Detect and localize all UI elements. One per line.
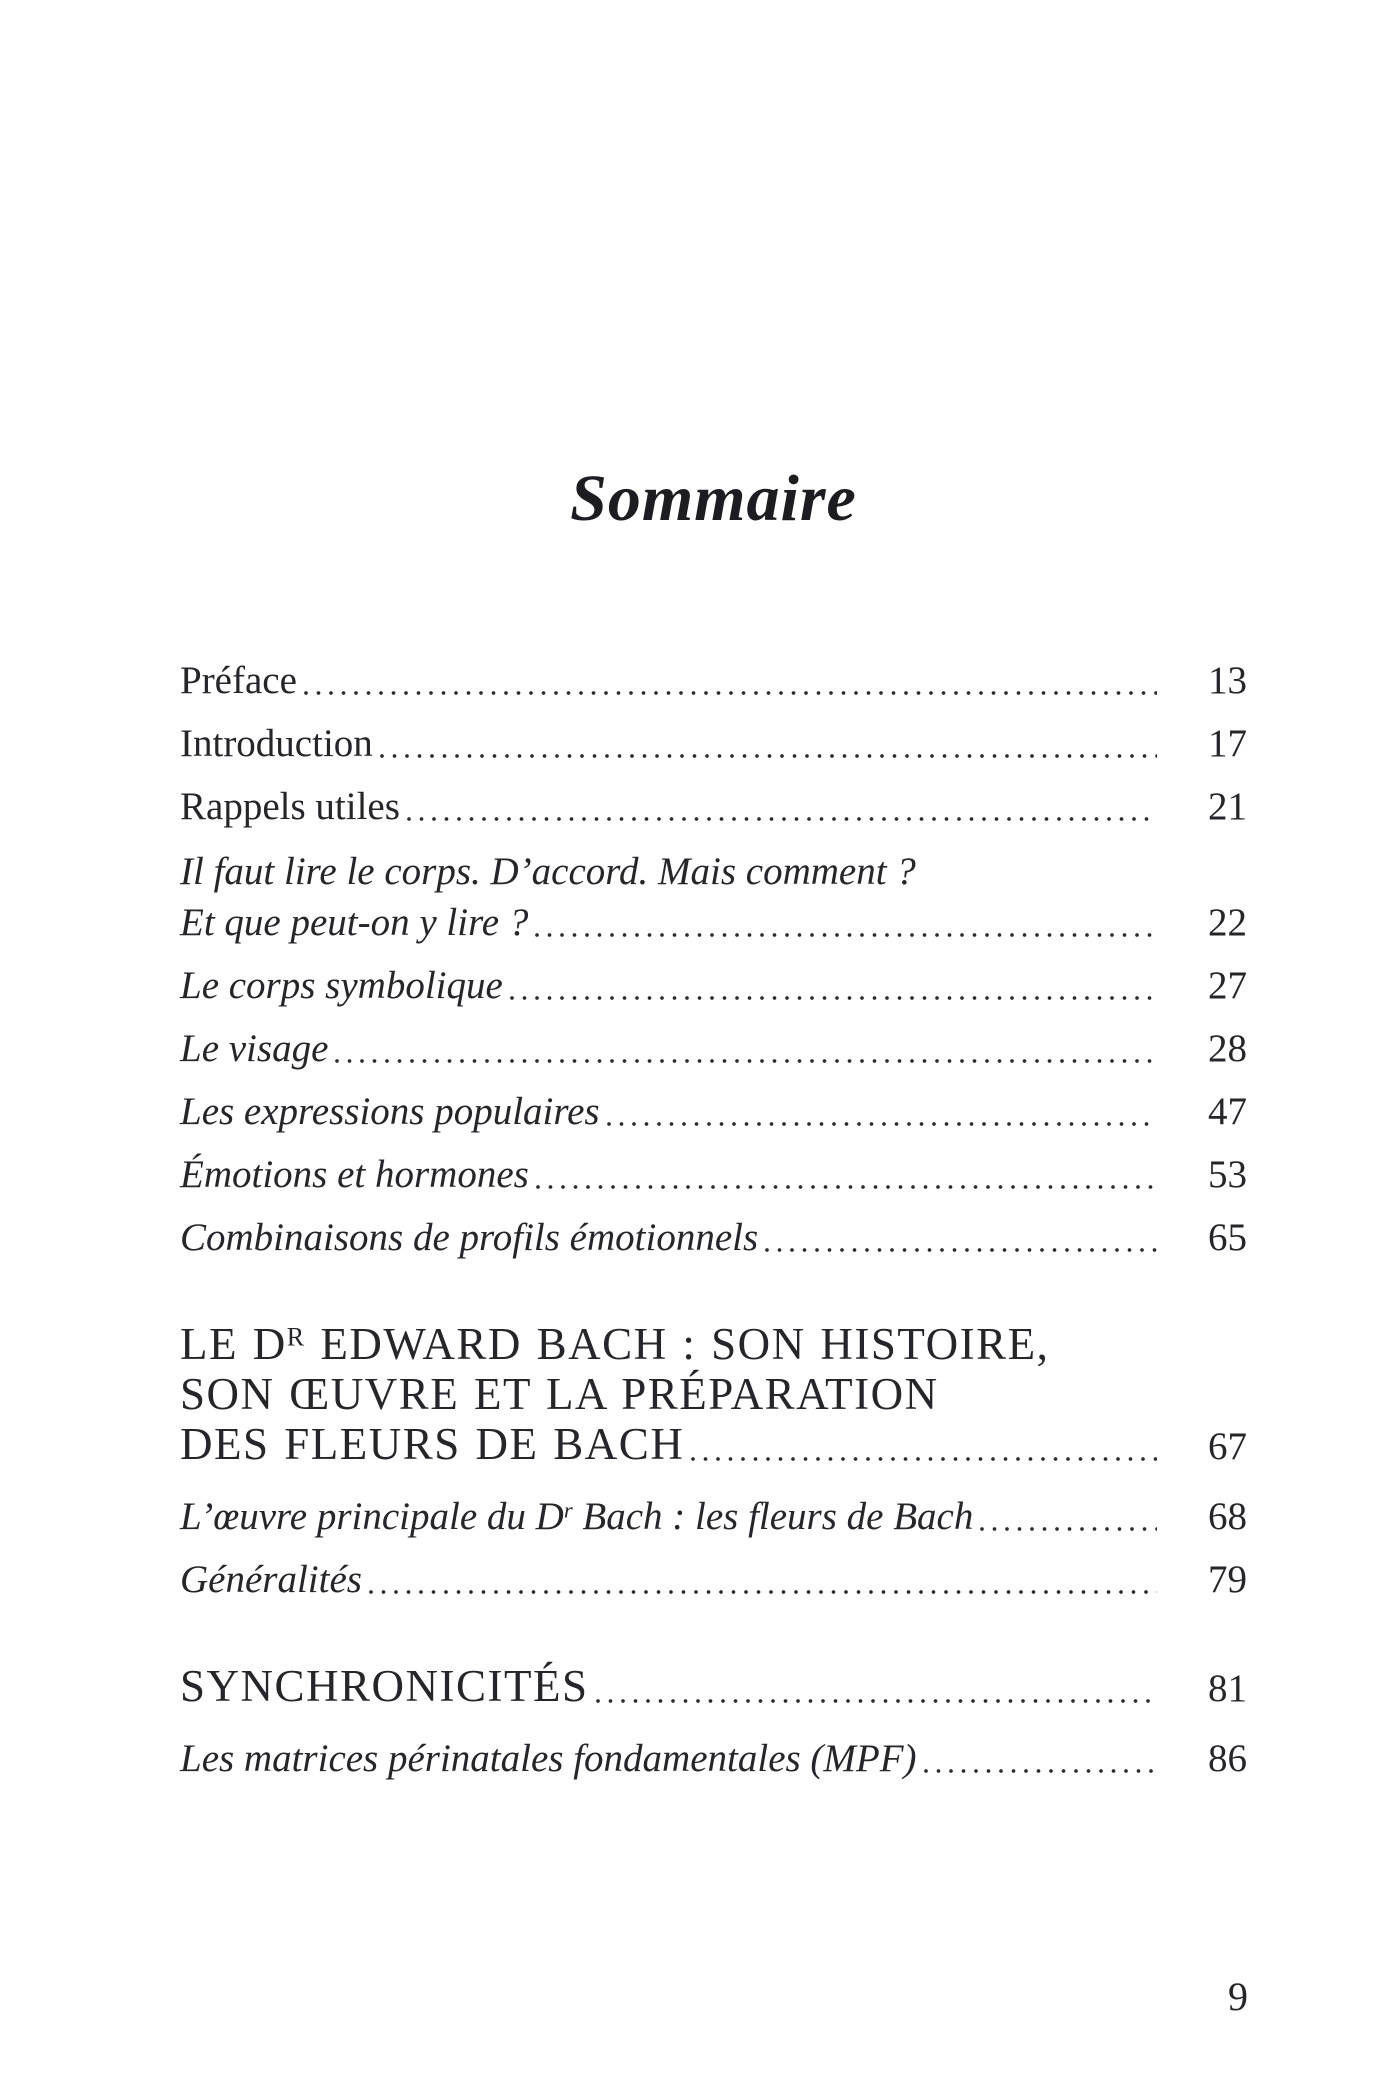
toc-page-number: 21 bbox=[1208, 785, 1247, 828]
dot-leader bbox=[691, 1419, 1157, 1472]
toc-page-number: 17 bbox=[1208, 722, 1247, 765]
toc-entry bbox=[180, 1150, 1247, 1200]
dot-leader bbox=[980, 1492, 1157, 1542]
toc-entry-line: Il faut lire le corps. D’accord. Mais comment ? bbox=[180, 850, 916, 893]
toc-entry-label: Le corps symbolique bbox=[180, 964, 503, 1007]
toc-entry bbox=[180, 845, 1247, 948]
toc-entry-label bbox=[180, 1492, 973, 1542]
dot-leader bbox=[924, 1734, 1157, 1784]
toc-entry-label: Préface bbox=[180, 659, 297, 702]
dot-leader bbox=[304, 656, 1157, 706]
toc-entry-label: DES FLEURS DE BACH bbox=[180, 1419, 685, 1469]
dot-leader bbox=[536, 1150, 1157, 1200]
dot-leader bbox=[596, 1661, 1157, 1714]
toc-entry-label: Le visage bbox=[180, 1027, 329, 1070]
toc-entry-label: Émotions et hormones bbox=[180, 1153, 529, 1196]
toc-entry bbox=[180, 961, 1247, 1011]
toc-entry bbox=[180, 1087, 1247, 1137]
toc-entry-text: EDWARD BACH : SON HISTOIRE, bbox=[305, 1319, 1050, 1369]
toc-entry-label: SYNCHRONICITÉS bbox=[180, 1661, 589, 1711]
dot-leader bbox=[535, 898, 1157, 948]
dot-leader bbox=[765, 1213, 1157, 1263]
dot-leader bbox=[510, 961, 1157, 1011]
dot-leader bbox=[369, 1555, 1157, 1605]
toc-page-number: 53 bbox=[1208, 1153, 1247, 1196]
toc-list bbox=[180, 656, 1247, 1784]
toc-entry-label: Rappels utiles bbox=[180, 785, 400, 828]
toc-entry-label: Et que peut-on y lire ? bbox=[180, 901, 529, 944]
toc-page-number: 27 bbox=[1208, 964, 1247, 1007]
toc-entry-label: Combinaisons de profils émotionnels bbox=[180, 1216, 759, 1259]
toc-entry-label: Introduction bbox=[180, 722, 373, 765]
dot-leader bbox=[407, 782, 1157, 832]
toc-page-number: 81 bbox=[1208, 1667, 1247, 1710]
toc-entry bbox=[180, 782, 1247, 832]
dot-leader bbox=[335, 1024, 1157, 1074]
toc-entry-label: Les expressions populaires bbox=[180, 1090, 600, 1133]
toc-page-number: 68 bbox=[1208, 1495, 1247, 1538]
toc-entry-text: LE D bbox=[180, 1319, 287, 1369]
dot-leader bbox=[380, 719, 1157, 769]
toc-content bbox=[180, 0, 1247, 1797]
toc-entry bbox=[180, 1555, 1247, 1605]
toc-entry-line: SON ŒUVRE ET LA PRÉPARATION bbox=[180, 1369, 939, 1419]
toc-page-number: 79 bbox=[1208, 1558, 1247, 1601]
toc-entry-line bbox=[180, 1319, 1247, 1369]
toc-entry bbox=[180, 656, 1247, 706]
superscript: R bbox=[286, 1322, 306, 1352]
folio-page-number: 9 bbox=[1228, 1974, 1248, 2019]
toc-entry bbox=[180, 1213, 1247, 1263]
toc-entry bbox=[180, 1492, 1247, 1542]
toc-entry bbox=[180, 719, 1247, 769]
toc-page-number: 28 bbox=[1208, 1027, 1247, 1070]
superscript: r bbox=[563, 1497, 573, 1523]
page-title: Sommaire bbox=[570, 462, 857, 535]
toc-page-number: 67 bbox=[1208, 1425, 1247, 1468]
toc-entry bbox=[180, 1734, 1247, 1784]
toc-page-number: 86 bbox=[1208, 1737, 1247, 1780]
toc-page-number: 47 bbox=[1208, 1090, 1247, 1133]
toc-entry bbox=[180, 1319, 1247, 1472]
dot-leader bbox=[607, 1087, 1157, 1137]
toc-entry-text: L’œuvre principale du D bbox=[180, 1495, 564, 1538]
toc-page-number: 65 bbox=[1208, 1216, 1247, 1259]
toc-entry bbox=[180, 1661, 1247, 1714]
toc-entry bbox=[180, 1024, 1247, 1074]
toc-page-number: 13 bbox=[1208, 659, 1247, 702]
toc-entry-label: Les matrices périnatales fondamentales (MPF) bbox=[180, 1737, 917, 1780]
toc-page-number: 22 bbox=[1208, 901, 1247, 944]
toc-entry-label: Généralités bbox=[180, 1558, 362, 1601]
toc-entry-text: Bach : les fleurs de Bach bbox=[572, 1495, 974, 1538]
